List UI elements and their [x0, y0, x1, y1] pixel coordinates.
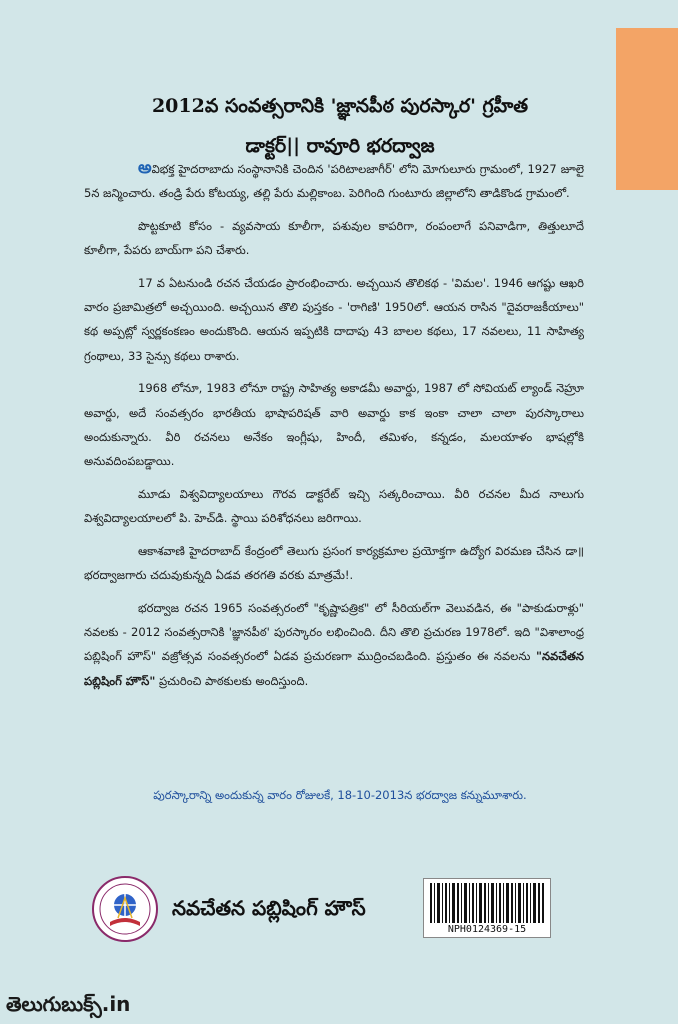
paragraph-7-part-c: ప్రచురించి పాఠకులకు అందిస్తుంది.	[155, 673, 309, 688]
paragraph-6: ఆకాశవాణి హైదరాబాద్ కేంద్రంలో తెలుగు ప్రసంగ కార్యక్రమాల ప్రయోక్తగా ఉద్యోగ విరమణ చేసిన డా॥ భరద్వాజగారు చదువుకున్నది ఏడవ తరగతి వరకు మాత్రమే!.	[84, 543, 584, 583]
publisher-emblem-icon	[94, 878, 156, 940]
publisher-name: నవచేతన పబ్లిషింగ్ హౌస్	[172, 896, 366, 920]
barcode	[423, 878, 551, 938]
paragraph-1-text: విభక్త హైదరాబాదు సంస్థానానికి చెందిన 'పరిటాలజాగీర్' లోని మోగులూరు గ్రామంలో, 1927 జూలై 5న జన్మించారు. తండ్రి పేరు కోటయ్య, తల్లి పేరు మల్లికాంబ. పెరిగింది గుంటూరు జిల్లాలోని తాడికొండ గ్రామంలో.	[84, 162, 584, 201]
paragraph-7-publisher-highlight: "నవచేతన పబ్లిషింగ్ హౌస్"	[84, 649, 584, 688]
footer-note: పురస్కారాన్ని అందుకున్న వారం రోజులకే, 18-10-2013న భరద్వాజ కన్నుమూశారు.	[153, 788, 527, 802]
paragraph-3: 17 వ ఏటనుండి రచన చేయడం ప్రారంభించారు. అచ్చయిన తొలికథ - 'విమల'. 1946 ఆగష్టు ఆఖరి వారం ప్రజామిత్రలో అచ్చయింది. అచ్చయిన తొలి పుస్తకం - 'రాగిణి' 1950లో. ఆయన రాసిన "దైవరాజకీయాలు" కథ అప్పట్లో స్వర్ణకంకణం అందుకొంది. ఆయన ఇప్పటికి దాదాపు 43 బాలల కథలు, 17 నవలలు, 11 సాహిత్య గ్రంథాలు, 33 సైన్సు కథలు రాశారు.	[84, 275, 584, 363]
heading-line-2: డాక్టర్|| రావూరి భరద్వాజ	[245, 135, 435, 157]
paragraph-5: మూడు విశ్వవిద్యాలయాలు గౌరవ డాక్టరేట్ ఇచ్చి సత్కరించాయి. వీరి రచనల మీద నాలుగు విశ్వవిద్యాలయాలలో పి. హెచ్‌డి. స్థాయి పరిశోధనలు జరిగాయి.	[84, 486, 584, 526]
drop-cap: అ	[138, 158, 152, 178]
paragraph-2: పొట్టకూటి కోసం - వ్యవసాయ కూలీగా, పశువుల కాపరిగా, రంపంలాగే పనివాడిగా, తిత్తులూదే కూలీగా, పేపరు బాయ్‌గా పని చేశారు.	[84, 218, 584, 258]
publisher-logo	[92, 876, 158, 942]
site-watermark: తెలుగుబుక్స్.in	[6, 992, 131, 1016]
paragraph-7	[84, 596, 584, 694]
paragraph-1	[84, 156, 584, 206]
heading-line-1: 2012వ సంవత్సరానికి 'జ్ఞానపీఠ పురస్కార' గ్రహీత	[151, 95, 529, 117]
barcode-number: NPH0124369-15	[447, 924, 527, 935]
paragraph-4: 1968 లోనూ, 1983 లోనూ రాష్ట్ర సాహిత్య అకాడమీ అవార్డు, 1987 లో సోవియట్ ల్యాండ్ నెహ్రూ అవార్డు, అదే సంవత్సరం భారతీయ భాషాపరిషత్ వారి అవార్డు కాక ఇంకా చాలా చాలా పురస్కారాలు అందుకున్నారు. వీరి రచనలు అనేకం ఇంగ్లీషు, హిందీ, తమిళం, కన్నడం, మలయాళం భాషల్లోకి అనువదింపబడ్డాయి.	[84, 381, 584, 469]
barcode-bars-icon	[430, 883, 546, 923]
orange-tab	[616, 28, 678, 190]
cover-heading	[60, 86, 620, 166]
paragraph-7-part-a: భరద్వాజ రచన 1965 సంవత్సరంలో "కృష్ణాపత్రిక" లో సీరియల్‌గా వెలువడిన, ఈ "పాకుడురాళ్లు" నవలకు - 2012 సంవత్సరానికి 'జ్ఞానపీఠ' పురస్కారం లభించింది. దీని తొలి ప్రచురణ 1978లో. ఇది "విశాలాంధ్ర పబ్లిషింగ్ హౌస్" వజ్రోత్సవ సంవత్సరంలో ఏడవ ప్రచురణగా ముద్రించబడింది. ప్రస్తుతం ఈ నవలను	[84, 600, 584, 664]
biography-text	[84, 156, 584, 701]
